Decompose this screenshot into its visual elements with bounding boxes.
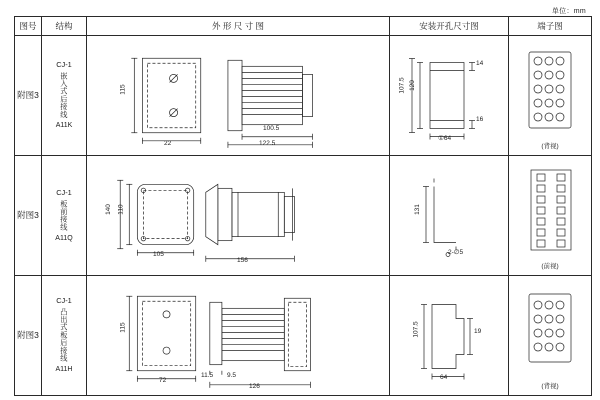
header-outline: 外 形 尺 寸 图 bbox=[87, 17, 390, 36]
model-label-2: CJ-1 bbox=[56, 187, 72, 197]
hole-dim-b-1: 120 bbox=[408, 80, 416, 91]
unit-note: 单位：mm bbox=[551, 8, 586, 15]
hole-dim-b-2: 2-∅5 bbox=[448, 249, 464, 256]
hole-dim-d-1: 16 bbox=[476, 116, 484, 123]
structure-cell-2 bbox=[42, 156, 87, 276]
structure-desc-1: 嵌入式后接线 bbox=[59, 72, 69, 119]
hole-drawing-cell-3 bbox=[390, 276, 509, 396]
terminal-view-label-1: (背视) bbox=[541, 143, 559, 150]
header-structure: 结构 bbox=[42, 17, 87, 36]
dim-c-3: 11.5 bbox=[201, 372, 214, 379]
terminal-diagram-2 bbox=[509, 156, 591, 275]
terminal-diagram-1 bbox=[509, 36, 591, 155]
header-fig-no: 图号 bbox=[15, 17, 42, 36]
terminal-cell-3 bbox=[509, 276, 592, 396]
dim-b-2: 110 bbox=[117, 204, 125, 215]
dim-height-1: 115 bbox=[119, 84, 127, 95]
fig-no-cell-3: 附图3 bbox=[15, 276, 42, 396]
outline-drawing-cell-2 bbox=[87, 156, 390, 276]
table-row bbox=[15, 156, 592, 276]
terminal-cell-2 bbox=[509, 156, 592, 276]
hole-drawing-cell-1 bbox=[390, 36, 509, 156]
hole-dim-a-1: 107.5 bbox=[398, 77, 406, 94]
terminal-view-label-2: (前视) bbox=[541, 263, 559, 270]
outline-drawing-1 bbox=[87, 36, 389, 155]
terminal-diagram-3 bbox=[509, 276, 591, 395]
header-hole: 安装开孔尺寸图 bbox=[390, 17, 509, 36]
structure-cell-3 bbox=[42, 276, 87, 396]
hole-dim-c-1: 14 bbox=[476, 60, 484, 67]
dim-e-3: 126 bbox=[249, 383, 260, 390]
dim-width-1: 22 bbox=[164, 140, 172, 147]
dim-d-3: 9.5 bbox=[227, 372, 237, 379]
hole-drawing-1 bbox=[390, 36, 508, 155]
dim-d-2: 156 bbox=[237, 257, 248, 264]
fig-no-cell-2: 附图3 bbox=[15, 156, 42, 276]
outline-drawing-cell-3 bbox=[87, 276, 390, 396]
hole-dim-b-3: 19 bbox=[474, 328, 482, 335]
dimension-table bbox=[14, 16, 592, 396]
model-label-1: CJ-1 bbox=[56, 60, 72, 70]
outline-drawing-2 bbox=[87, 156, 389, 275]
dim-depth-1: 100.5 bbox=[263, 125, 280, 132]
structure-code-1: A11K bbox=[55, 122, 73, 130]
dim-a-3: 115 bbox=[119, 322, 127, 333]
hole-drawing-3 bbox=[390, 276, 508, 395]
structure-code-3: A11H bbox=[55, 366, 73, 374]
hole-dim-e-1: ①64 bbox=[438, 135, 452, 142]
dim-c-2: 105 bbox=[153, 251, 164, 258]
dim-total-1: 122.5 bbox=[259, 140, 276, 147]
hole-drawing-2 bbox=[390, 156, 508, 275]
hole-dim-c-3: 64 bbox=[440, 374, 448, 381]
table-row bbox=[15, 276, 592, 396]
hole-dim-a-3: 107.5 bbox=[412, 321, 420, 338]
dim-a-2: 140 bbox=[104, 204, 112, 215]
hole-dim-a-2: 131 bbox=[413, 204, 421, 215]
header-terminal: 端子图 bbox=[509, 17, 592, 36]
outline-drawing-3 bbox=[87, 276, 389, 395]
hole-drawing-cell-2 bbox=[390, 156, 509, 276]
terminal-view-label-3: (背视) bbox=[541, 383, 559, 390]
table-row bbox=[15, 36, 592, 156]
structure-desc-3: 凸出式板后接线 bbox=[59, 308, 69, 363]
structure-cell-1 bbox=[42, 36, 87, 156]
table-header-row bbox=[15, 17, 592, 36]
terminal-cell-1 bbox=[509, 36, 592, 156]
model-label-3: CJ-1 bbox=[56, 296, 72, 306]
outline-drawing-cell-1 bbox=[87, 36, 390, 156]
dim-b-3: 72 bbox=[159, 377, 167, 384]
structure-desc-2: 板前接线 bbox=[59, 199, 69, 231]
structure-code-2: A11Q bbox=[55, 234, 73, 242]
fig-no-cell-1: 附图3 bbox=[15, 36, 42, 156]
